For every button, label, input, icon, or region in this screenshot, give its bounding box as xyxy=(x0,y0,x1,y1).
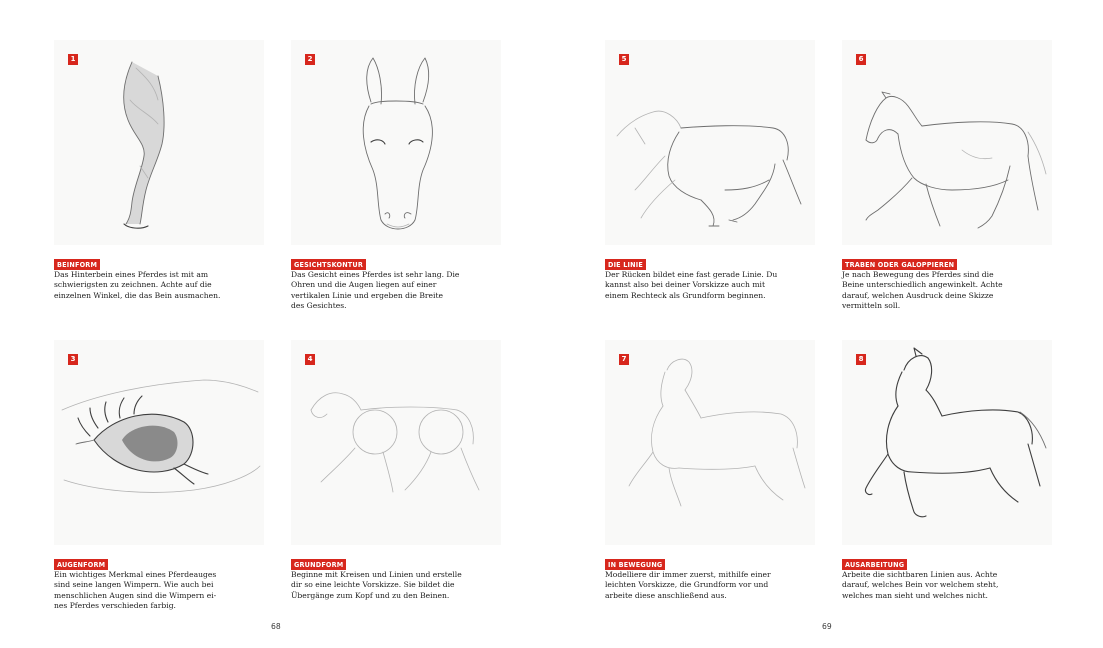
description-line: arbeite diese anschließend aus. xyxy=(605,590,727,600)
sketch-hind-leg xyxy=(54,40,264,245)
description-line: Das Gesicht eines Pferdes ist sehr lang. Die xyxy=(291,270,460,279)
panel-description xyxy=(605,570,815,601)
sketch-basic-form xyxy=(291,340,501,545)
panel-heading: BEINFORM xyxy=(54,259,100,270)
panel-number-badge: 2 xyxy=(305,54,315,65)
panel-2 xyxy=(291,40,501,330)
description-line: welches man sieht und welches nicht. xyxy=(842,590,988,600)
description-line: leichten Vorskizze, die Grundform vor und xyxy=(605,580,769,590)
description-line: Ohren und die Augen liegen auf einer xyxy=(291,280,437,290)
panel-heading: GRUNDFORM xyxy=(291,559,346,570)
description-line: einzelnen Winkel, die das Bein ausmachen. xyxy=(54,290,221,300)
description-line: Ein wichtiges Merkmal eines Pferdeauges xyxy=(54,570,217,579)
sketch-trotting-horse xyxy=(842,40,1052,245)
description-line: vertikalen Linie und ergeben die Breite xyxy=(291,290,444,300)
description-line: Der Rücken bildet eine fast gerade Linie. Du xyxy=(605,270,778,279)
panel-number-badge: 5 xyxy=(619,54,629,65)
panel-heading: GESICHTSKONTUR xyxy=(291,259,366,270)
panel-number-badge: 3 xyxy=(68,354,78,365)
sketch-back-line xyxy=(605,40,815,245)
description-line: nes Pferdes verschieden farbig. xyxy=(54,601,176,611)
sketch-horse-eye xyxy=(54,340,264,545)
sketch-in-motion xyxy=(605,340,815,545)
page-number-left: 68 xyxy=(271,622,281,631)
description-line: schwierigsten zu zeichnen. Achte auf die xyxy=(54,280,212,290)
description-line: sind seine langen Wimpern. Wie auch bei xyxy=(54,580,214,590)
description-line: Beine unterschiedlich angewinkelt. Achte xyxy=(842,280,1003,290)
description-line: Arbeite die sichtbaren Linien aus. Achte xyxy=(842,570,998,579)
panel-number-badge: 7 xyxy=(619,354,629,365)
panel-heading: IN BEWEGUNG xyxy=(605,559,665,570)
panel-description xyxy=(54,270,264,301)
panel-number-badge: 4 xyxy=(305,354,315,365)
description-line: Beginne mit Kreisen und Linien und erstelle xyxy=(291,570,462,579)
panel-6 xyxy=(842,40,1052,330)
panel-4 xyxy=(291,340,501,630)
panel-heading: TRABEN ODER GALOPPIEREN xyxy=(842,259,957,270)
description-line: des Gesichtes. xyxy=(291,301,347,311)
description-line: Übergänge zum Kopf und zu den Beinen. xyxy=(291,590,450,600)
panel-description xyxy=(54,570,264,612)
description-line: Das Hinterbein eines Pferdes ist mit am xyxy=(54,270,209,279)
panel-number-badge: 1 xyxy=(68,54,78,65)
panel-description xyxy=(842,570,1052,601)
panel-description xyxy=(842,270,1052,312)
panel-heading: AUSARBEITUNG xyxy=(842,559,907,570)
panel-7 xyxy=(605,340,815,630)
description-line: menschlichen Augen sind die Wimpern ei- xyxy=(54,590,217,600)
description-line: dir so eine leichte Vorskizze. Sie bildet die xyxy=(291,580,455,590)
description-line: darauf, welches Bein vor welchem steht, xyxy=(842,580,999,590)
panel-description xyxy=(605,270,815,301)
sketch-horse-face xyxy=(291,40,501,245)
description-line: Je nach Bewegung des Pferdes sind die xyxy=(842,270,994,279)
sketch-finished-horse xyxy=(842,340,1052,545)
description-line: kannst also bei deiner Vorskizze auch mit xyxy=(605,280,766,290)
panel-8 xyxy=(842,340,1052,630)
panel-description xyxy=(291,570,501,601)
description-line: einem Rechteck als Grundform beginnen. xyxy=(605,290,766,300)
panel-heading: AUGENFORM xyxy=(54,559,108,570)
description-line: darauf, welchen Ausdruck deine Skizze xyxy=(842,290,994,300)
page-number-right: 69 xyxy=(822,622,832,631)
panel-5 xyxy=(605,40,815,330)
description-line: vermitteln soll. xyxy=(842,301,901,311)
panel-1 xyxy=(54,40,264,330)
panel-number-badge: 8 xyxy=(856,354,866,365)
panel-description xyxy=(291,270,501,312)
panel-number-badge: 6 xyxy=(856,54,866,65)
panel-heading: DIE LINIE xyxy=(605,259,646,270)
description-line: Modelliere dir immer zuerst, mithilfe einer xyxy=(605,570,771,579)
panel-3 xyxy=(54,340,264,630)
